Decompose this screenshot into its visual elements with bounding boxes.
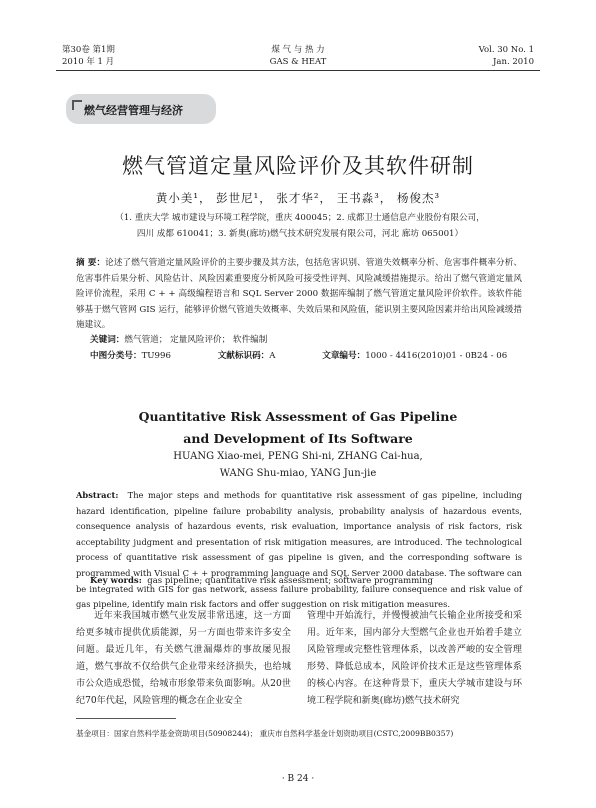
abstract-en-label: Abstract: — [76, 490, 119, 500]
clc-number — [90, 351, 193, 361]
keywords-cn-label: 关键词： — [90, 335, 125, 345]
authors-en-line: HUANG Xiao-mei, PENG Shi-ni, ZHANG Cai-hua, — [173, 451, 423, 462]
section-tag-label: 燃气经营管理与经济 — [84, 104, 183, 117]
keywords-en-text: gas pipeline; quantitative risk assessment; software programming — [147, 576, 433, 586]
authors-en — [0, 448, 596, 482]
doc-value: A — [269, 351, 276, 361]
header-left-line2: 2010 年 1 月 — [62, 57, 115, 67]
abstract-en — [76, 488, 522, 613]
title-en-line: and Development of Its Software — [183, 431, 413, 446]
authors-cn: 黄小美¹， 彭世尼¹， 张才华²， 王书淼³， 杨俊杰³ — [155, 191, 441, 205]
page-number: · B 24 · — [281, 774, 315, 784]
abstract-en-text: The major steps and methods for quantitative risk assessment of gas pipeline, including hazard identification, pipeline failure probability analysis, probability analysis of hazardous events, consequence analysis of hazardous events, risk evaluation, importance analysis of risk factors, risk acceptability judgment and presentation of risk mitigation measures, are introduced. The technological process of quantitative risk assessment of gas pipeline is given, and the corresponding software is programmed with Visual C + + programming language and SQL Server 2000 database. The software can be integrated with GIS for gas network, assess failure probability, failure consequence and risk value of gas pipeline, identify main risk factors and offer suggestion on risk mitigation measures. — [76, 490, 523, 610]
classification-line — [90, 349, 551, 361]
header-rule — [56, 70, 540, 71]
section-tag — [66, 94, 216, 124]
header-right-line1: Vol. 30 No. 1 — [478, 45, 534, 55]
header-vol-en — [479, 44, 534, 68]
footnote-rule — [76, 718, 176, 719]
abstract-cn-label: 摘 要： — [76, 258, 106, 268]
corner-mark-icon — [72, 100, 82, 110]
paper-title-cn: 燃气管道定量风险评价及其软件研制 — [122, 154, 474, 178]
affiliation-line: 四川 成都 610041；3. 新奥(廊坊)燃气技术研究发展有限公司，河北 廊坊 065001） — [136, 229, 464, 239]
abstract-cn-text: 论述了燃气管道定量风险评价的主要步骤及其方法，包括危害识别、管道失效概率分析、危害事件概率分析、危害事件后果分析、风险估计、风险因素重要度分析风险可接受性评判、风险减缓措施提示。给出了燃气管道定量风险评价流程，采用 C + + 高级编程语言和 SQL Server 2000 数据库编制了燃气管道定量风险评价软件。该软件能够基于燃气管网 GIS 运行，能够评价燃气管道失效概率、失效后果和风险值，能识别主要风险因素并给出风险减缓措施建议。 — [76, 258, 522, 330]
paper-title-en — [0, 406, 596, 450]
clc-label: 中图分类号： — [90, 351, 142, 361]
keywords-cn-text: 燃气管道； 定量风险评价； 软件编制 — [124, 335, 268, 345]
abstract-cn — [76, 256, 522, 334]
body-column-left: 近年来我国城市燃气业发展非常迅速，这一方面给更多城市提供优质能源，另一方面也带来许多安全问题。最近几年，有关燃气泄漏爆炸的事故屡见报道，燃气事故不仅给供气企业带来经济损失，也给城市公众造成恐慌，给城市形象带来负面影响。从20世纪70年代起，风险管理的概念在企业安全 — [76, 611, 291, 706]
article-number — [322, 351, 529, 361]
title-en-line: Quantitative Risk Assessment of Gas Pipeline — [138, 409, 458, 424]
body-column-right: 管理中开始流行，并慢慢被油气长输企业所接受和采用。近年来，国内部分大型燃气企业也开始着手建立风险管理或完整性管理体系，以改善严峻的安全管理形势、降低总成本，风险评价技术正是这些管理体系的核心内容。在这种背景下，重庆大学城市建设与环境工程学院和新奥(廊坊)燃气技术研究 — [307, 611, 522, 706]
header-left-line1: 第30卷 第1期 — [62, 45, 115, 55]
keywords-en-label: Key words: — [90, 576, 142, 586]
article-label: 文章编号： — [322, 351, 366, 361]
clc-value: TU996 — [141, 351, 171, 361]
affiliations-cn — [70, 210, 530, 242]
header-right-line2: Jan. 2010 — [493, 57, 534, 67]
affiliation-line: （1. 重庆大学 城市建设与环境工程学院，重庆 400045；2. 成都卫士通信息产业股份有限公司， — [115, 213, 485, 223]
article-value: 1000 - 4416(2010)01 - 0B24 - 06 — [365, 351, 508, 361]
header-center-line2: GAS & HEAT — [269, 57, 327, 67]
header-center-line1: 煤 气 与 热 力 — [271, 45, 325, 55]
authors-en-line: WANG Shu-miao, YANG Jun-jie — [219, 468, 377, 479]
doc-label: 文献标识码： — [217, 351, 270, 361]
funding-footnote: 基金项目：国家自然科学基金资助项目(50908244)； 重庆市自然科学基金计划资助项目(CSTC,2009BB0357) — [76, 729, 454, 738]
document-code — [218, 351, 298, 361]
keywords-cn — [90, 333, 267, 345]
keywords-en — [90, 576, 433, 586]
